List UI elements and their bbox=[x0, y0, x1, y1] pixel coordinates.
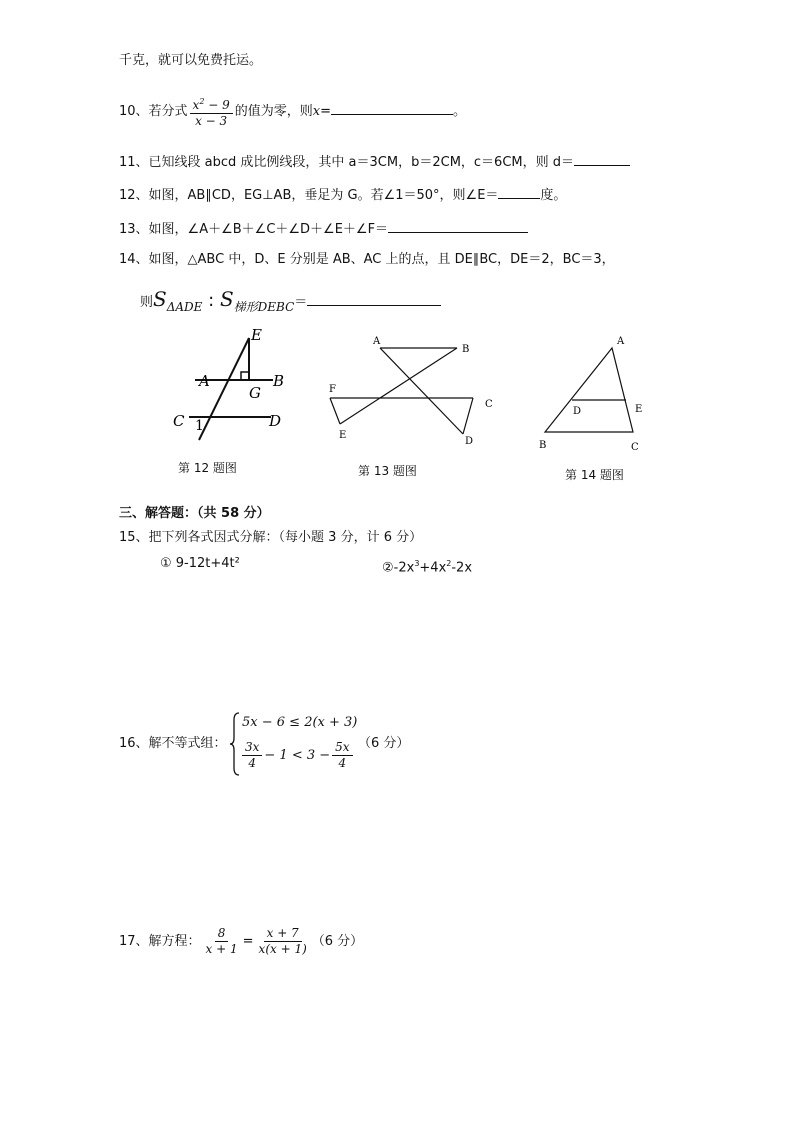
q11-answer-blank[interactable] bbox=[574, 151, 630, 166]
fig12-right-angle bbox=[241, 372, 249, 380]
q15-p2-sup2: 2 bbox=[446, 559, 452, 568]
q15-part-1: ① 9-12t+4t² bbox=[160, 556, 240, 571]
fig13-label-b: B bbox=[462, 344, 470, 355]
q15-part-2 bbox=[382, 555, 472, 577]
q14-s1: S bbox=[153, 287, 167, 311]
q16-equation-2 bbox=[240, 737, 355, 775]
q10-eq: = bbox=[320, 104, 332, 119]
question-15: 15、把下列各式因式分解：（每小题 3 分，计 6 分） bbox=[119, 530, 423, 545]
q10-middle: 的值为零，则 bbox=[234, 104, 313, 119]
fig14-label-b: B bbox=[539, 440, 547, 451]
q13-answer-blank[interactable] bbox=[388, 218, 528, 233]
q15-p2-sup1: 3 bbox=[414, 559, 420, 568]
fig14-caption: 第 14 题图 bbox=[565, 468, 624, 482]
fig14-label-a: A bbox=[617, 336, 625, 347]
question-17 bbox=[119, 922, 363, 962]
fig12-label-c: C bbox=[173, 412, 185, 430]
q14-eq: ＝ bbox=[294, 295, 308, 310]
q14-answer-blank[interactable] bbox=[307, 291, 441, 306]
fig14-label-d: D bbox=[573, 406, 582, 417]
question-10 bbox=[119, 92, 466, 132]
fig14-label-c: C bbox=[631, 442, 639, 453]
fig13-label-a: A bbox=[373, 336, 381, 347]
q11-text: 11、已知线段 abcd 成比例线段，其中 a＝3CM，b＝2CM，c＝6CM，则 d＝ bbox=[119, 155, 575, 170]
fig13-label-f: F bbox=[329, 384, 336, 395]
fig13-line-cd bbox=[463, 398, 473, 434]
q17-r-den: x(x + 1) bbox=[258, 942, 307, 956]
fig12-label-1: 1 bbox=[195, 418, 204, 434]
q17-l-den: x + 1 bbox=[205, 942, 238, 956]
q14-prefix: 则 bbox=[140, 295, 154, 310]
q16-f2-num: 5x bbox=[332, 740, 352, 756]
q15-p2-b: +4x bbox=[419, 560, 447, 576]
q10-answer-blank[interactable] bbox=[331, 100, 453, 115]
q14-colon: : bbox=[202, 290, 220, 311]
figure-13 bbox=[325, 332, 505, 447]
q10-var: x bbox=[312, 104, 321, 119]
top-line: 千克，就可以免费托运。 bbox=[119, 53, 263, 68]
q10-den: x − 3 bbox=[195, 114, 228, 128]
q16-mid: − 1 < 3 − bbox=[264, 748, 331, 763]
q10-prefix: 10、若分式 bbox=[119, 104, 188, 119]
question-14-line1: 14、如图，△ABC 中，D、E 分别是 AB、AC 上的点，且 DE∥BC，DE＝2，BC＝3， bbox=[119, 252, 615, 267]
q17-prefix: 17、解方程： bbox=[119, 934, 201, 949]
fig13-line-fe bbox=[330, 398, 340, 424]
fig13-line-ad bbox=[380, 348, 463, 434]
q15-p2-a: ②-2x bbox=[382, 560, 415, 576]
q10-num-sup: 2 bbox=[199, 97, 205, 106]
q16-f1-num: 3x bbox=[242, 740, 262, 756]
q17-score: （6 分） bbox=[311, 934, 364, 949]
q16-f1-den: 4 bbox=[248, 756, 257, 770]
fig12-label-g: G bbox=[249, 384, 261, 402]
q14-s2: S bbox=[219, 287, 234, 311]
fig14-label-e: E bbox=[635, 404, 643, 415]
q16-f2-den: 4 bbox=[338, 756, 347, 770]
fig12-caption: 第 12 题图 bbox=[178, 461, 237, 475]
fig12-label-a: A bbox=[199, 372, 210, 390]
q10-fraction bbox=[190, 94, 233, 129]
fig12-label-e: E bbox=[251, 326, 262, 344]
fig13-caption: 第 13 题图 bbox=[358, 464, 417, 478]
q16-score: （6 分） bbox=[358, 736, 410, 751]
fig12-label-d: D bbox=[269, 412, 282, 430]
q14-s1-sub: ΔADE bbox=[166, 300, 203, 314]
question-12 bbox=[119, 184, 566, 205]
q17-r-num: x + 7 bbox=[264, 926, 302, 942]
fig13-line-be bbox=[340, 348, 457, 424]
question-13 bbox=[119, 218, 528, 239]
figure-14 bbox=[535, 332, 655, 457]
fig13-label-e: E bbox=[339, 430, 347, 441]
fig13-label-c: C bbox=[485, 399, 493, 410]
fig12-label-b: B bbox=[273, 372, 285, 390]
q14-s2-sub: 梯形DEBC bbox=[233, 300, 295, 314]
q17-eq: = bbox=[242, 934, 254, 949]
q15-p2-c: -2x bbox=[451, 560, 473, 576]
q17-l-num: 8 bbox=[215, 926, 229, 942]
question-14-line2 bbox=[140, 284, 441, 322]
q12-answer-blank[interactable] bbox=[498, 184, 540, 199]
question-11 bbox=[119, 151, 630, 172]
q10-num-x: x bbox=[192, 98, 200, 112]
q13-text: 13、如图，∠A＋∠B＋∠C＋∠D＋∠E＋∠F＝ bbox=[119, 222, 389, 237]
fig13-label-d: D bbox=[465, 436, 474, 447]
section-3-heading: 三、解答题：（共 58 分） bbox=[119, 506, 270, 521]
q16-brace bbox=[230, 712, 240, 776]
q12-end: 度。 bbox=[540, 188, 567, 203]
fig14-triangle-abc bbox=[545, 348, 633, 432]
q10-num-rest: − 9 bbox=[204, 98, 230, 112]
question-16-label: 16、解不等式组： bbox=[119, 736, 227, 751]
q10-end: 。 bbox=[453, 104, 467, 119]
q16-equation-1: 5x − 6 ≤ 2(x + 3) bbox=[242, 715, 358, 730]
figure-12 bbox=[165, 322, 295, 447]
q12-text: 12、如图，AB∥CD，EG⊥AB，垂足为 G。若∠1＝50°，则∠E＝ bbox=[119, 188, 499, 203]
